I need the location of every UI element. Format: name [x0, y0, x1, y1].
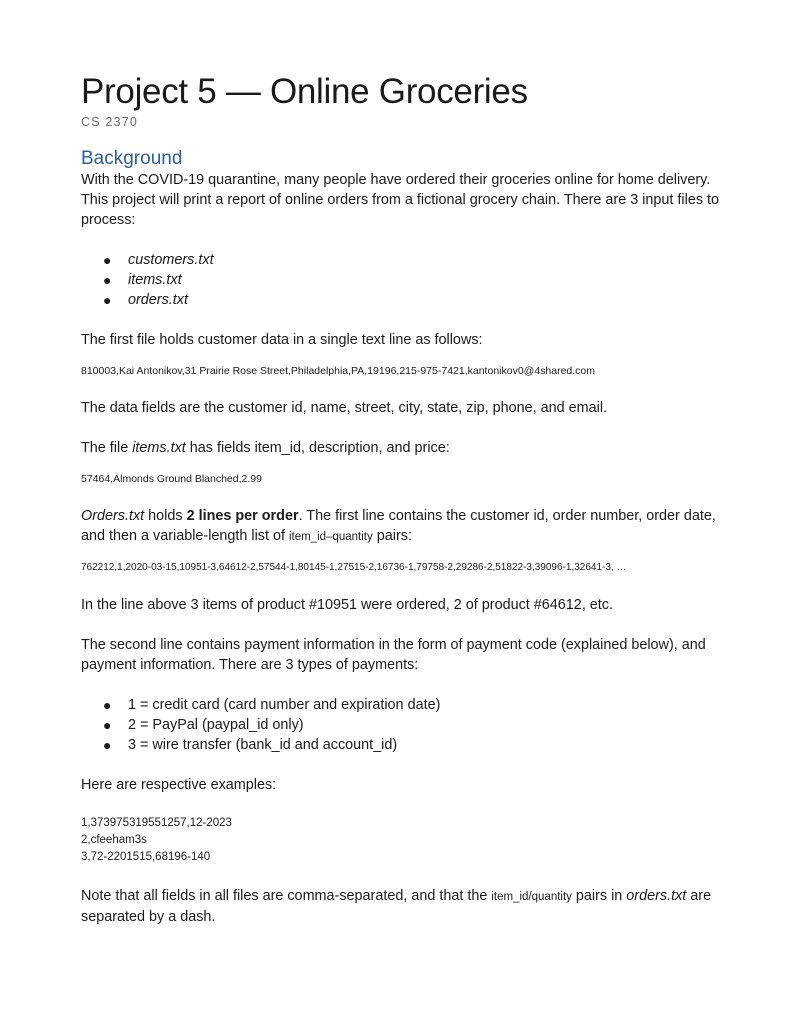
orders-post: . The first line contains the customer id, order number, order date, and then a variable-length list of — [81, 508, 716, 544]
items-file: items.txt — [132, 440, 186, 456]
document-title: Project 5 — Online Groceries — [81, 72, 528, 111]
orders-example: 762212,1,2020-03-15,10951-3,64612-2,57544-1,80145-1,27515-2,16736-1,79758-2,29286-2,51822-3,39096-1,32641-3, … — [81, 562, 627, 573]
payment-type-text: 2 = PayPal (paypal_id only) — [128, 717, 304, 733]
bullet-icon: ● — [103, 697, 112, 713]
payment-type-item — [103, 695, 721, 715]
note-file: orders.txt — [626, 888, 687, 904]
note-paragraph — [81, 886, 721, 927]
orders-paragraph — [81, 506, 721, 547]
bullet-icon: ● — [103, 252, 112, 268]
file-list — [81, 250, 721, 310]
file-name: customers.txt — [128, 252, 214, 268]
file-name: items.txt — [128, 272, 182, 288]
payment-example-line: 2,cfeeham3s — [81, 834, 147, 846]
bullet-icon: ● — [103, 737, 112, 753]
orders-explain: In the line above 3 items of product #10951 were ordered, 2 of product #64612, etc. — [81, 597, 614, 613]
items-paragraph — [81, 438, 721, 458]
items-pre: The file — [81, 440, 133, 456]
note-pre: Note that all fields in all files are comma-separated, and that the — [81, 888, 492, 904]
payment-example-line: 1,373975319551257,12-2023 — [81, 817, 232, 829]
orders-file: Orders.txt — [81, 508, 145, 524]
customer-example: 810003,Kai Antonikov,31 Prairie Rose Street,Philadelphia,PA,19196,215-975-7421,kantonikov0@4shared.com — [81, 365, 596, 377]
customer-intro: The first file holds customer data in a single text line as follows: — [81, 332, 483, 348]
payment-intro: The second line contains payment information in the form of payment code (explained below), and payment information. There are 3 types of payments: — [81, 637, 706, 673]
file-name: orders.txt — [128, 292, 188, 308]
payment-examples — [81, 815, 721, 866]
orders-holds: holds — [144, 508, 187, 524]
payment-example-line: 3,72-2201515,68196-140 — [81, 851, 211, 863]
file-list-item — [103, 270, 721, 290]
examples-intro: Here are respective examples: — [81, 777, 277, 793]
orders-end: pairs: — [372, 528, 412, 544]
file-list-item — [103, 290, 721, 310]
background-heading: Background — [81, 148, 183, 169]
note-mid: pairs in — [571, 888, 627, 904]
orders-bold: 2 lines per order — [186, 508, 299, 524]
note-pairs: item_id/quantity — [491, 891, 572, 903]
orders-pairs: item_id–quantity — [289, 531, 373, 543]
payment-type-list — [81, 695, 721, 755]
bullet-icon: ● — [103, 292, 112, 308]
bullet-icon: ● — [103, 272, 112, 288]
payment-type-item — [103, 715, 721, 735]
payment-type-text: 1 = credit card (card number and expiration date) — [128, 697, 441, 713]
document-page — [81, 70, 721, 947]
intro-paragraph: With the COVID-19 quarantine, many people have ordered their groceries online for home delivery. This project will print a report of online orders from a fictional grocery chain. There are 3 input files to process: — [81, 172, 720, 228]
items-example: 57464,Almonds Ground Blanched,2.99 — [81, 473, 262, 485]
payment-type-item — [103, 735, 721, 755]
customer-fields: The data fields are the customer id, name, street, city, state, zip, phone, and email. — [81, 400, 608, 416]
note-end: are separated by a dash. — [81, 888, 712, 925]
payment-type-text: 3 = wire transfer (bank_id and account_id) — [128, 737, 398, 753]
items-post: has fields item_id, description, and price: — [185, 440, 450, 456]
file-list-item — [103, 250, 721, 270]
document-subtitle: CS 2370 — [81, 115, 139, 129]
bullet-icon: ● — [103, 717, 112, 733]
